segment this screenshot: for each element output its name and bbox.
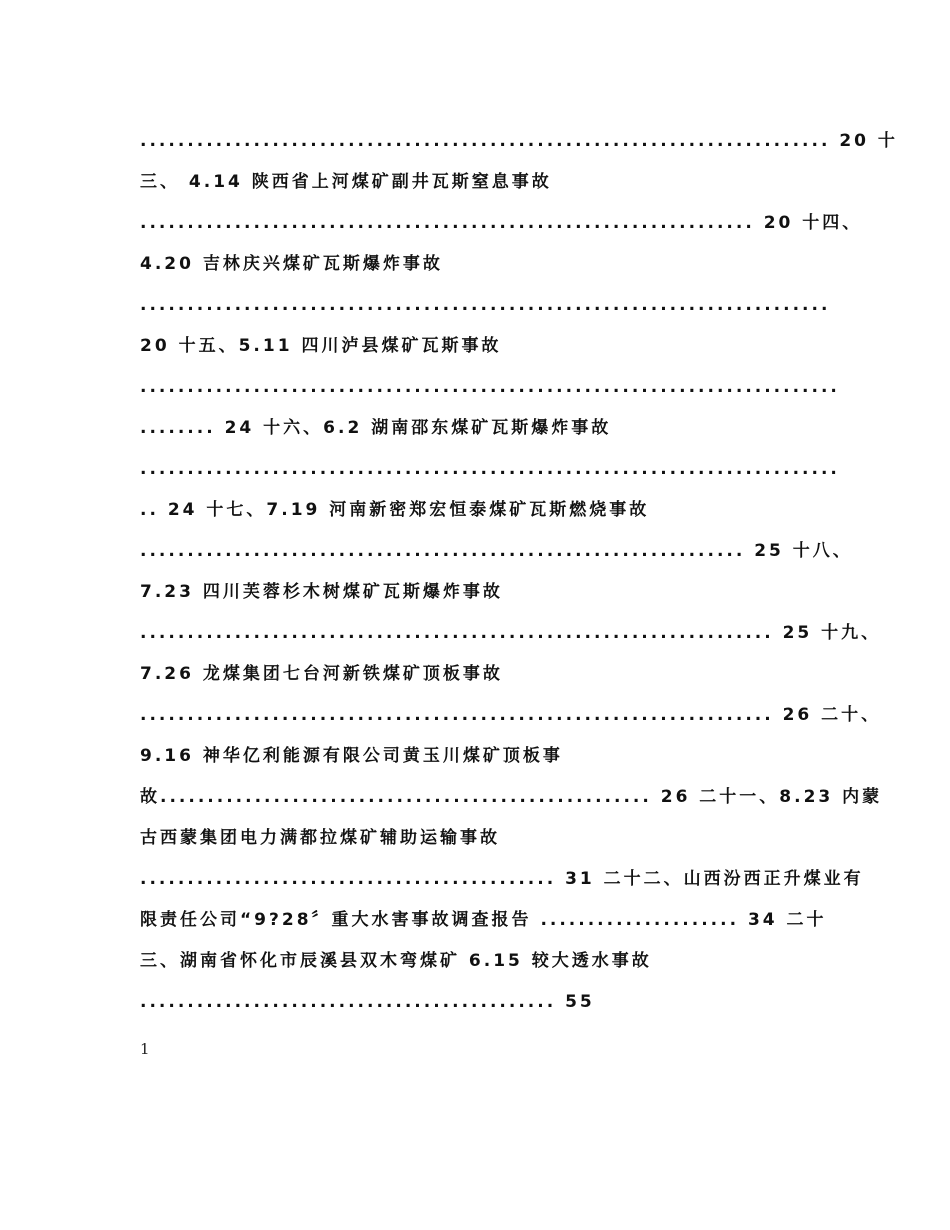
toc-line: 7.26 龙煤集团七台河新铁煤矿顶板事故 (140, 664, 503, 684)
page-number: 1 (140, 1040, 150, 1058)
toc-line: 9.16 神华亿利能源有限公司黄玉川煤矿顶板事 (140, 746, 563, 766)
toc-line: .......................................................................... (140, 377, 840, 397)
toc-line: ........ 24 十六、6.2 湖南邵东煤矿瓦斯爆炸事故 (140, 418, 612, 438)
toc-line: ................................................................. 20 十四、 (140, 213, 863, 233)
toc-line: 限责任公司“9?28〞重大水害事故调查报告 ..................... 34 二十 (140, 910, 827, 930)
toc-line: .......................................................................... (140, 459, 840, 479)
toc-line: 三、湖南省怀化市辰溪县双木弯煤矿 6.15 较大透水事故 (140, 951, 652, 971)
toc-line: 7.23 四川芙蓉杉木树煤矿瓦斯爆炸事故 (140, 582, 503, 602)
toc-line: 4.20 吉林庆兴煤矿瓦斯爆炸事故 (140, 254, 443, 274)
toc-line: ................................................................ 25 十八、 (140, 541, 853, 561)
toc-line: .. 24 十七、7.19 河南新密郑宏恒泰煤矿瓦斯燃烧事故 (140, 500, 650, 520)
toc-line: 20 十五、5.11 四川泸县煤矿瓦斯事故 (140, 336, 502, 356)
toc-line: 古西蒙集团电力满都拉煤矿辅助运输事故 (140, 828, 500, 848)
toc-line: ............................................ 55 (140, 992, 595, 1012)
toc-line: ......................................................................... (140, 295, 831, 315)
toc-line: ............................................ 31 二十二、山西汾西正升煤业有 (140, 869, 864, 889)
toc-line: 故.................................................... 26 二十一、8.23 内蒙 (140, 787, 883, 807)
toc-line: ......................................................................... 20 十 (140, 131, 898, 151)
toc-line: ................................................................... 26 二十、 (140, 705, 882, 725)
toc-line: ................................................................... 25 十九、 (140, 623, 882, 643)
toc-line: 三、 4.14 陕西省上河煤矿副井瓦斯窒息事故 (140, 172, 552, 192)
table-of-contents (140, 121, 898, 1023)
